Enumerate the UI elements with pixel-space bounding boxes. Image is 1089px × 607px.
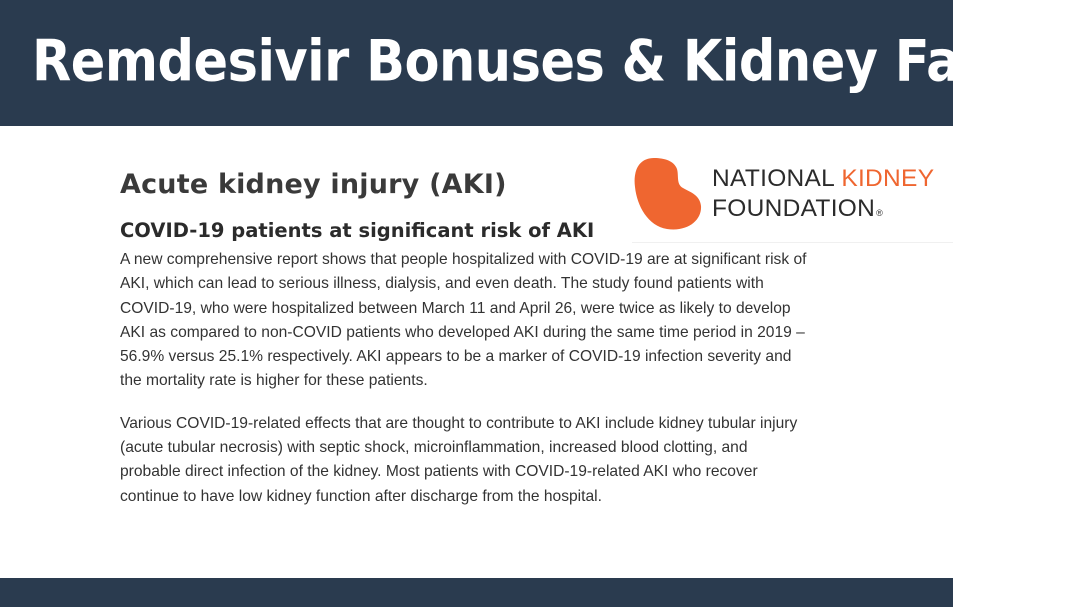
article-paragraph-1: A new comprehensive report shows that people hospitalized with COVID-19 are at significant risk of AKI, which can lead to serious illness, dialysis, and even death. The study found patients with COVID-19, who were hospitalized between March 11 and April 26, were twice as likely to develop AKI as compared to non-COVID patients who developed AKI during the same time period in 2019 – 56.9% versus 25.1% respectively. AKI appears to be a marker of COVID-19 infection severity and the mortality rate is higher for these patients. — [120, 251, 807, 390]
logo-line-1 — [712, 164, 934, 194]
national-kidney-foundation-logo — [632, 150, 953, 243]
logo-line-2 — [712, 194, 934, 228]
logo-wordmark — [712, 164, 934, 228]
article-paragraph-2: Various COVID-19-related effects that are thought to contribute to AKI include kidney tubular injury (acute tubular necrosis) with septic shock, microinflammation, increased blood clotting, and probable direct infection of the kidney. Most patients with COVID-19-related AKI who recover continue to have low kidney function after discharge from the hospital. — [120, 414, 798, 505]
registered-mark: ® — [876, 208, 884, 218]
logo-word-foundation: FOUNDATION — [712, 195, 876, 222]
bottom-band — [0, 578, 953, 607]
banner-title: Remdesivir Bonuses & Kidney Failure — [32, 29, 1089, 96]
logo-word-kidney: KIDNEY — [841, 165, 935, 192]
kidney-icon — [632, 154, 704, 232]
logo-word-national: NATIONAL — [712, 165, 835, 192]
article-heading: Acute kidney injury (AKI) — [120, 169, 507, 200]
top-banner — [0, 0, 1089, 126]
article-subheading: COVID-19 patients at significant risk of AKI — [120, 219, 595, 242]
